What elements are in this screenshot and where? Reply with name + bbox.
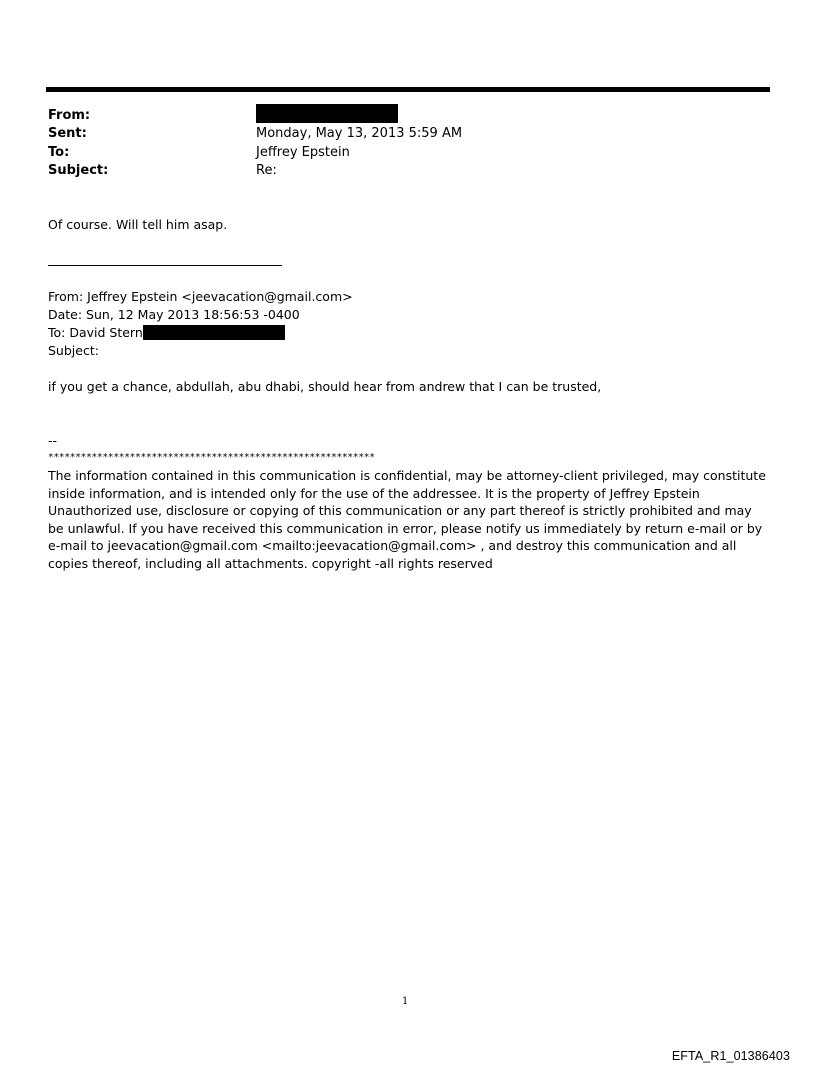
subject-value: Re: <box>256 163 277 178</box>
from-value <box>256 107 398 125</box>
forwarded-to-text: To: David Stern <box>48 325 143 340</box>
redaction-box <box>143 325 285 340</box>
redaction-box <box>256 104 398 123</box>
to-row <box>48 144 748 162</box>
from-label: From: <box>48 108 91 123</box>
signature-dashes: -- <box>48 433 58 448</box>
separator-line <box>48 265 282 266</box>
sent-value: Monday, May 13, 2013 5:59 AM <box>256 126 463 141</box>
subject-label: Subject: <box>48 163 109 178</box>
signature-stars: ************************************************************ <box>48 452 375 463</box>
forwarded-body: if you get a chance, abdullah, abu dhabi, should hear from andrew that I can be trusted, <box>48 379 602 394</box>
to-label: To: <box>48 145 70 160</box>
reply-body: Of course. Will tell him asap. <box>48 217 228 232</box>
header-rule <box>46 87 770 92</box>
forwarded-to <box>48 324 285 342</box>
forwarded-date: Date: Sun, 12 May 2013 18:56:53 -0400 <box>48 307 300 322</box>
sent-label: Sent: <box>48 126 87 141</box>
forwarded-subject: Subject: <box>48 343 99 358</box>
forwarded-from: From: Jeffrey Epstein <jeevacation@gmail.com> <box>48 289 353 304</box>
subject-row <box>48 162 748 180</box>
to-value: Jeffrey Epstein <box>256 145 350 160</box>
confidentiality-disclaimer: The information contained in this communication is confidential, may be attorney-client privileged, may constitute inside information, and is intended only for the use of the addressee. It is the property of Jeffrey Epstein Unauthorized use, disclosure or copying of this communication or any part thereof is strictly prohibited and may be unlawful. If you have received this communication in error, please notify us immediately by return e-mail or by e-mail to jeevacation@gmail.com <mailto:jeevacation@gmail.com> , and destroy this communication and all copies thereof, including all attachments. copyright -all rights reserved <box>48 468 766 571</box>
sent-row <box>48 125 748 143</box>
document-id: EFTA_R1_01386403 <box>671 1049 790 1063</box>
page-number: 1 <box>402 996 409 1007</box>
from-row <box>48 107 748 125</box>
